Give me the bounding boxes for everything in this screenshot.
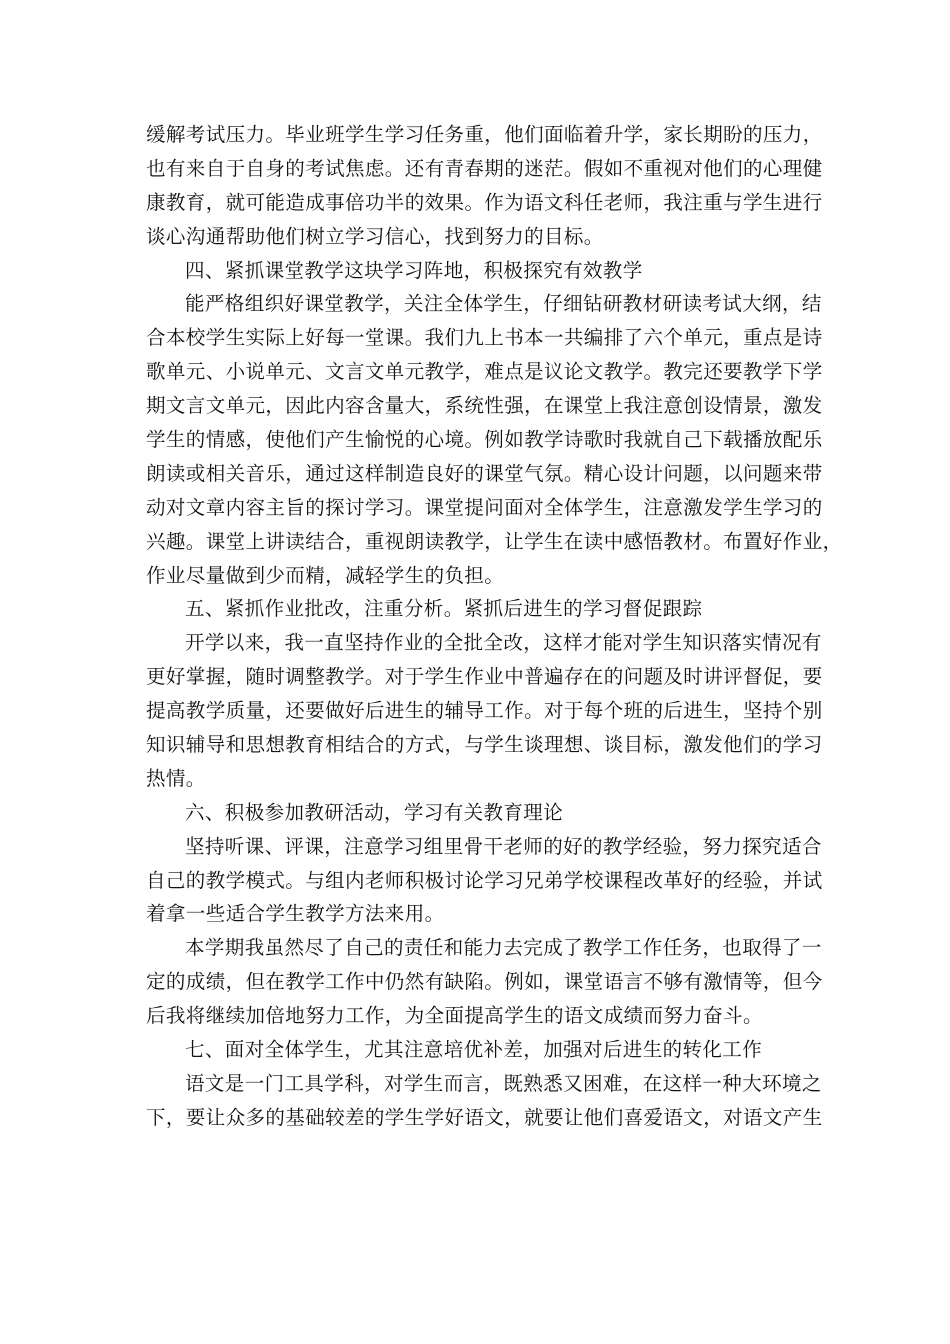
text-line: 定的成绩，但在教学工作中仍然有缺陷。例如，课堂语言不够有激情等，但今	[146, 970, 823, 994]
text-line: 七、面对全体学生，尤其注意培优补差，加强对后进生的转化工作	[185, 1038, 763, 1062]
text-line: 康教育，就可能造成事倍功半的效果。作为语文科任老师，我注重与学生进行	[146, 190, 823, 214]
text-line: 歌单元、小说单元、文言文单元教学，难点是议论文教学。教完还要教学下学	[146, 360, 823, 384]
text-line: 朗读或相关音乐，通过这样制造良好的课堂气氛。精心设计问题，以问题来带	[146, 461, 823, 485]
text-line: 后我将继续加倍地努力工作，为全面提高学生的语文成绩而努力奋斗。	[146, 1004, 763, 1028]
text-line: 自己的教学模式。与组内老师积极讨论学习兄弟学校课程改革好的经验，并试	[146, 868, 823, 892]
text-line: 四、紧抓课堂教学这块学习阵地，积极探究有效教学	[185, 258, 643, 282]
text-line: 语文是一门工具学科，对学生而言，既熟悉又困难，在这样一种大环境之	[185, 1071, 822, 1095]
text-line: 期文言文单元，因此内容含量大，系统性强，在课堂上我注意创设情景，激发	[146, 394, 823, 418]
text-line: 能严格组织好课堂教学，关注全体学生，仔细钻研教材研读考试大纲，结	[185, 292, 822, 316]
text-line: 也有来自于自身的考试焦虑。还有青春期的迷茫。假如不重视对他们的心理健	[146, 156, 823, 180]
text-line: 缓解考试压力。毕业班学生学习任务重，他们面临着升学，家长期盼的压力，	[146, 123, 823, 146]
text-line: 热情。	[146, 766, 206, 790]
text-line: 本学期我虽然尽了自己的责任和能力去完成了教学工作任务，也取得了一	[185, 936, 822, 960]
text-line: 坚持听课、评课，注意学习组里骨干老师的好的教学经验，努力探究适合	[185, 834, 822, 858]
text-line: 谈心沟通帮助他们树立学习信心，找到努力的目标。	[146, 224, 604, 248]
text-line: 下，要让众多的基础较差的学生学好语文，就要让他们喜爱语文，对语文产生	[146, 1105, 823, 1129]
text-line: 提高教学质量，还要做好后进生的辅导工作。对于每个班的后进生，坚持个别	[146, 699, 823, 723]
text-line: 动对文章内容主旨的探讨学习。课堂提问面对全体学生，注意激发学生学习的	[146, 495, 823, 519]
text-line: 更好掌握，随时调整教学。对于学生作业中普遍存在的问题及时讲评督促，要	[146, 665, 823, 689]
text-line: 合本校学生实际上好每一堂课。我们九上书本一共编排了六个单元，重点是诗	[146, 326, 823, 350]
text-line: 六、积极参加教研活动，学习有关教育理论	[185, 800, 564, 824]
text-line: 开学以来，我一直坚持作业的全批全改，这样才能对学生知识落实情况有	[185, 631, 822, 655]
text-line: 五、紧抓作业批改，注重分析。紧抓后进生的学习督促跟踪	[185, 597, 703, 621]
text-line: 学生的情感，使他们产生愉悦的心境。例如教学诗歌时我就自己下载播放配乐	[146, 428, 823, 452]
text-line: 知识辅导和思想教育相结合的方式，与学生谈理想、谈目标，激发他们的学习	[146, 733, 823, 757]
text-line: 着拿一些适合学生教学方法来用。	[146, 902, 445, 926]
text-line: 作业尽量做到少而精，减轻学生的负担。	[146, 563, 505, 587]
text-line: 兴趣。课堂上讲读结合，重视朗读教学，让学生在读中感悟教材。布置好作业，	[146, 529, 843, 553]
document-body	[146, 118, 843, 1135]
